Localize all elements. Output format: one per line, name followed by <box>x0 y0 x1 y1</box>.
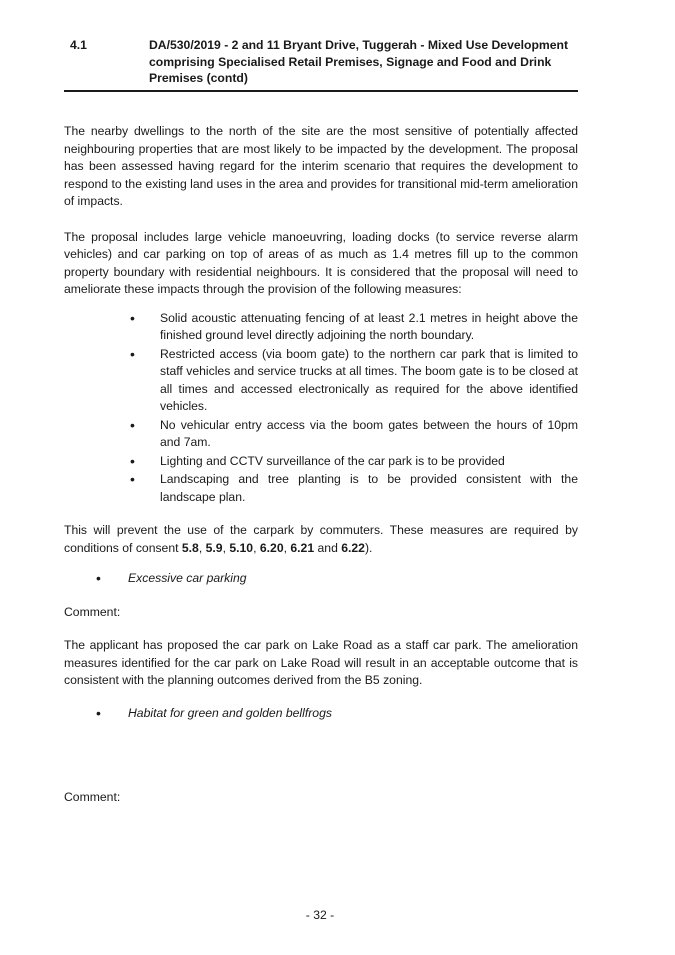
report-body <box>64 123 578 807</box>
comment-label: Comment: <box>64 790 121 804</box>
bullet-icon: • <box>96 704 101 721</box>
comment-label: Comment: <box>64 604 121 619</box>
separator: , <box>283 540 291 555</box>
bullet-icon: • <box>96 570 101 586</box>
separator: , <box>198 540 206 555</box>
condition-ref: 6.21 <box>290 540 315 555</box>
item-number: 4.1 <box>70 38 87 52</box>
page-number: - 32 - <box>305 908 335 922</box>
paragraph-sensitive-dwellings: The nearby dwellings to the north of the site are the most sensitive of potentially affected neighbouring properties that are most likely to be impacted by the development. The proposal has been assessed having regard for the interim scenario that requires the development to respond to the existing land uses in the area and provides for transitional mid-term amelioration of impacts. <box>64 124 578 208</box>
list-item: • Restricted access (via boom gate) to the northern car park that is limited to staff vehicles and service trucks at all times. The boom gate is to be closed at all times and accessed electronically as required for the above identified vehicles. <box>160 346 578 416</box>
report-header <box>64 37 578 92</box>
paragraph-conditions <box>64 522 578 557</box>
condition-ref: 5.10 <box>229 540 254 555</box>
separator: ). <box>364 540 373 555</box>
paragraph-staff-car-park: The applicant has proposed the car park on Lake Road as a staff car park. The amelioration measures identified for the car park on Lake Road will result in an acceptable outcome that is consistent with the planning outcomes derived from the B5 zoning. <box>64 638 578 687</box>
topic-excessive-car-parking <box>64 570 578 588</box>
condition-ref: 5.9 <box>205 540 223 555</box>
list-item: • Solid acoustic attenuating fencing of at least 2.1 metres in height above the finished ground level directly adjoining the north boundary. <box>160 310 578 345</box>
list-item: • Lighting and CCTV surveillance of the car park is to be provided <box>160 453 578 471</box>
condition-ref: 5.8 <box>181 540 199 555</box>
topic-label: Habitat for green and golden bellfrogs <box>128 705 332 720</box>
paragraph-proposal-impacts: The proposal includes large vehicle manoeuvring, loading docks (to service reverse alarm vehicles) and car parking on top of areas of as much as 1.4 metres fill up to the common property boundary with residential neighbours. It is considered that the proposal will need to ameliorate these impacts through the provision of the following measures: <box>64 229 578 296</box>
topic-label: Excessive car parking <box>128 571 247 585</box>
separator: , <box>253 540 260 555</box>
report-title: DA/530/2019 - 2 and 11 Bryant Drive, Tuggerah - Mixed Use Development comprising Specialised Retail Premises, Signage and Food and Drink Premises (contd) <box>149 38 569 85</box>
list-item: • Landscaping and tree planting is to be provided consistent with the landscape plan. <box>160 471 578 506</box>
measures-list <box>64 310 578 507</box>
topic-bellfrog-habitat <box>64 705 578 723</box>
list-item: • No vehicular entry access via the boom gates between the hours of 10pm and 7am. <box>160 417 578 452</box>
condition-ref: 6.20 <box>259 540 284 555</box>
separator: , <box>222 540 230 555</box>
condition-ref: 6.22 <box>341 540 365 555</box>
conditions-text: This will prevent the use of the carpark by commuters. These measures are required by conditions of consent <box>64 523 578 555</box>
separator: and <box>314 540 342 555</box>
